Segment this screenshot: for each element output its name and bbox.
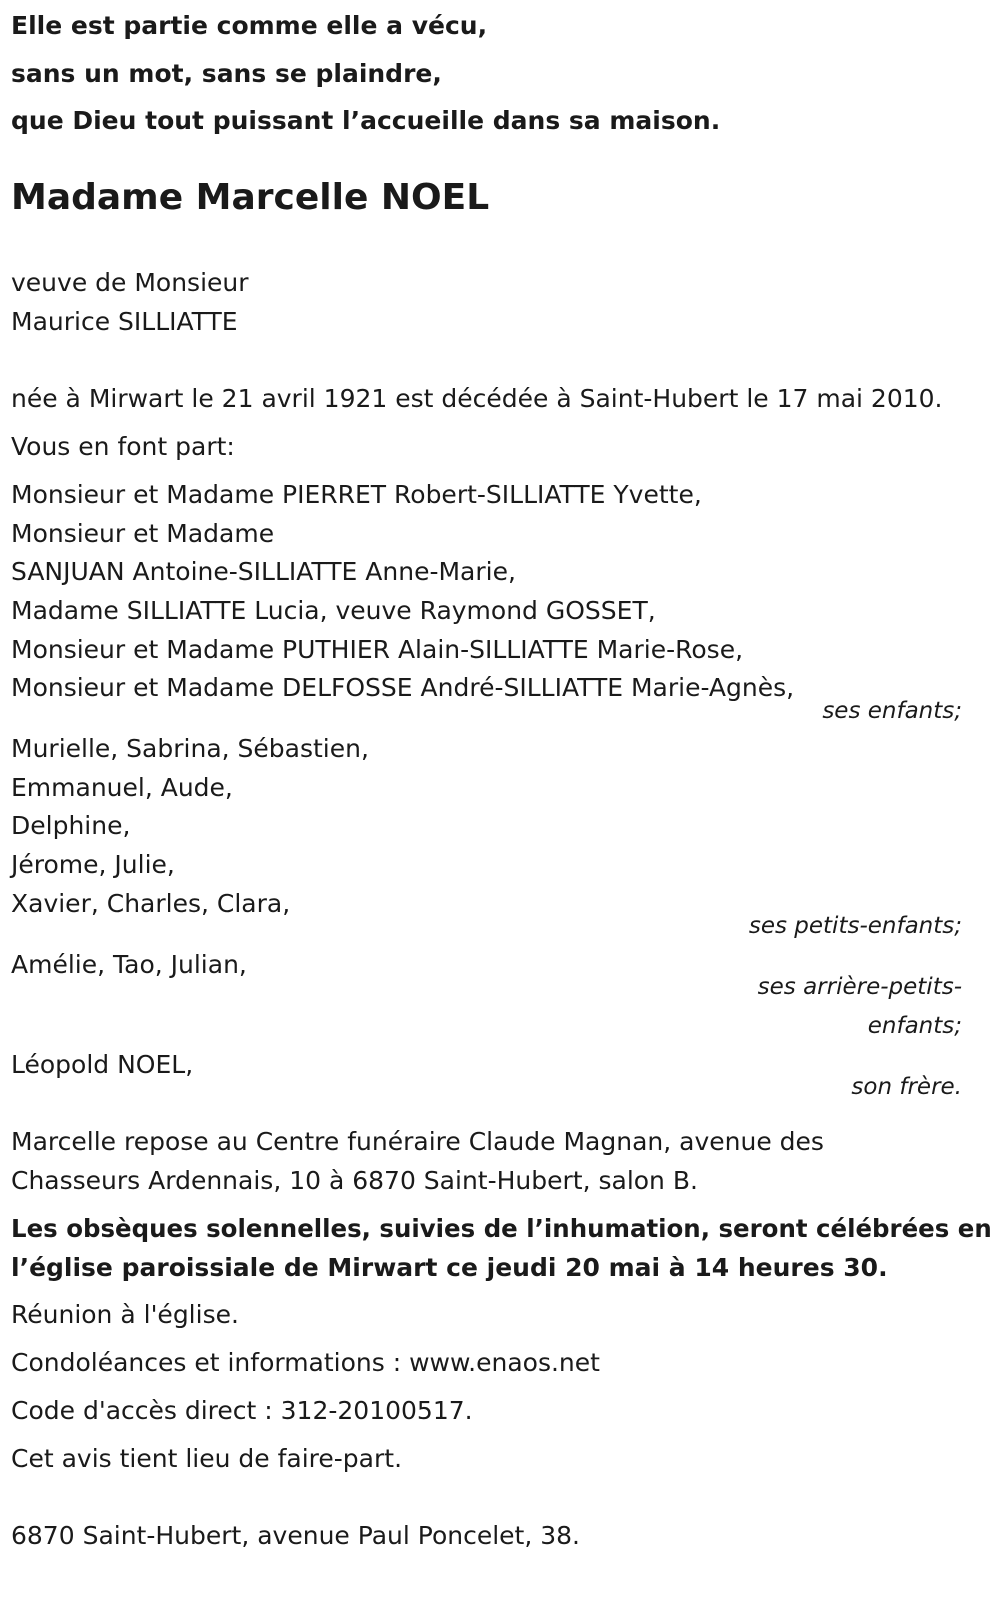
grandchild-line: Delphine, [11,811,131,840]
widow-of-line-1: veuve de Monsieur [11,268,249,297]
announce: Vous en font part: [11,432,235,461]
child-line: SANJUAN Antoine-SILLIATTE Anne-Marie, [11,557,516,586]
widow-of-line-2: Maurice SILLIATTE [11,307,238,336]
rest-line-1: Marcelle repose au Centre funéraire Claude Magnan, avenue des [11,1127,824,1156]
birth-death: née à Mirwart le 21 avril 1921 est décédée à Saint-Hubert le 17 mai 2010. [11,384,943,413]
verse-line-1: Elle est partie comme elle a vécu, [11,11,488,40]
grandchild-line: Xavier, Charles, Clara, [11,889,291,918]
grandchild-line: Emmanuel, Aude, [11,773,233,802]
verse-line-2: sans un mot, sans se plaindre, [11,59,442,88]
meeting: Réunion à l'église. [11,1300,239,1329]
deceased-name: Madame Marcelle NOEL [11,177,490,218]
child-line: Monsieur et Madame [11,519,275,548]
address: 6870 Saint-Hubert, avenue Paul Poncelet, 38. [11,1521,580,1550]
funeral-line-1: Les obsèques solennelles, suivies de l’inhumation, seront célébrées en [11,1214,992,1243]
notice: Cet avis tient lieu de faire-part. [11,1444,403,1473]
funeral-line-2: l’église paroissiale de Mirwart ce jeudi 20 mai à 14 heures 30. [11,1253,888,1282]
brother: Léopold NOEL, [11,1050,194,1079]
grandchild-line: Jérome, Julie, [11,850,175,879]
verse-line-3: que Dieu tout puissant l’accueille dans sa maison. [11,106,721,135]
great-grandchildren-label-line-1: ses arrière-petits- [757,974,962,1000]
great-grandchildren: Amélie, Tao, Julian, [11,950,247,979]
condolences: Condoléances et informations : www.enaos.net [11,1348,600,1377]
brother-label: son frère. [851,1074,962,1100]
rest-line-2: Chasseurs Ardennais, 10 à 6870 Saint-Hubert, salon B. [11,1166,698,1195]
children-label: ses enfants; [822,698,962,724]
child-line: Monsieur et Madame PIERRET Robert-SILLIATTE Yvette, [11,480,702,509]
access-code: Code d'accès direct : 312-20100517. [11,1396,473,1425]
grandchildren-label: ses petits-enfants; [748,913,962,939]
child-line: Madame SILLIATTE Lucia, veuve Raymond GOSSET, [11,596,656,625]
grandchild-line: Murielle, Sabrina, Sébastien, [11,734,369,763]
child-line: Monsieur et Madame DELFOSSE André-SILLIATTE Marie-Agnès, [11,673,795,702]
child-line: Monsieur et Madame PUTHIER Alain-SILLIATTE Marie-Rose, [11,635,744,664]
great-grandchildren-label-line-2: enfants; [867,1013,962,1039]
